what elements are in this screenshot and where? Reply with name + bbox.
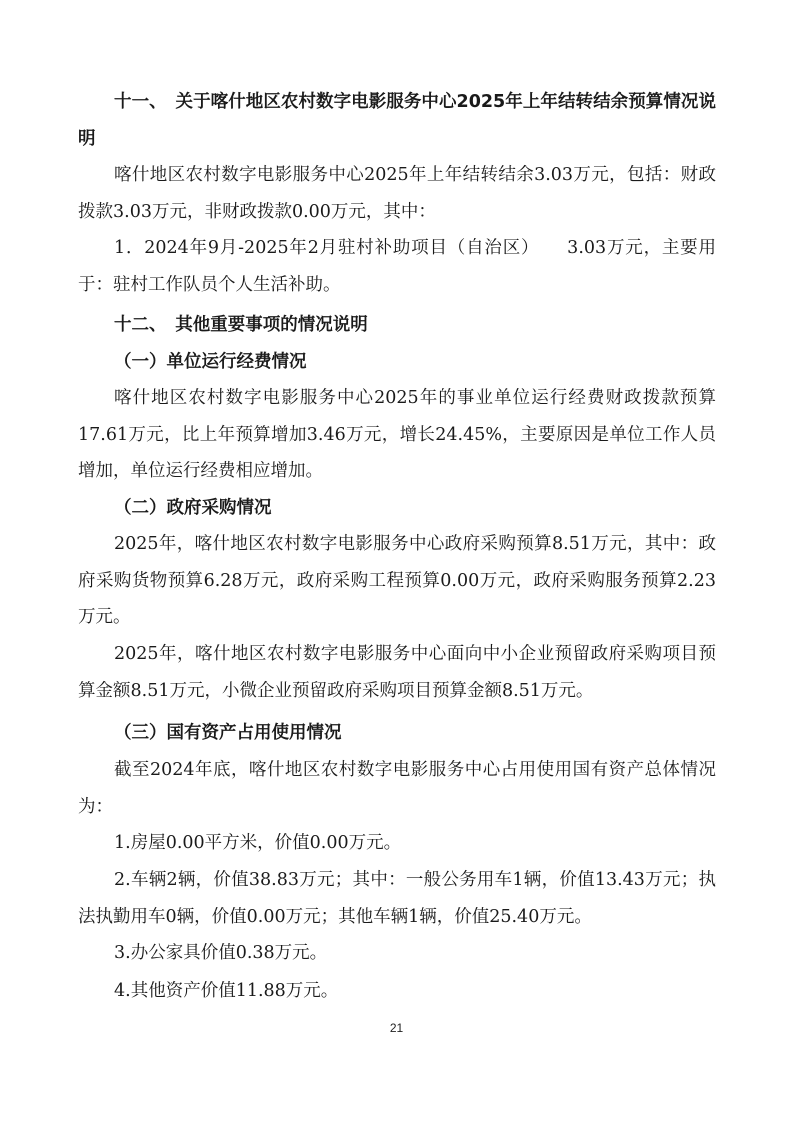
subsection-1-paragraph-1: 喀什地区农村数字电影服务中心2025年的事业单位运行经费财政拨款预算17.61万元，比上年预算增加3.46万元，增长24.45%，主要原因是单位工作人员增加，单位运行经费相应增加。	[78, 388, 716, 481]
subsection-2-heading: （二）政府采购情况	[114, 498, 272, 518]
section-12-heading: 十二、 其他重要事项的情况说明	[114, 315, 368, 335]
subsection-3-heading: （三）国有资产占用使用情况	[114, 723, 342, 743]
subsection-2-paragraph-2: 2025年，喀什地区农村数字电影服务中心面向中小企业预留政府采购项目预算金额8.51万元，小微企业预留政府采购项目预算金额8.51万元。	[78, 644, 716, 701]
subsection-3-paragraph-5: 4.其他资产价值11.88万元。	[114, 981, 339, 1001]
page-number: 21	[389, 1021, 404, 1035]
subsection-3-paragraph-3: 2.车辆2辆，价值38.83万元；其中：一般公务用车1辆，价值13.43万元；执法执勤用车0辆，价值0.00万元；其他车辆1辆，价值25.40万元。	[78, 870, 716, 927]
subsection-3-paragraph-2: 1.房屋0.00平方米，价值0.00万元。	[114, 833, 402, 853]
section-11-heading: 十一、 关于喀什地区农村数字电影服务中心2025年上年结转结余预算情况说明	[78, 92, 716, 149]
subsection-3-paragraph-4: 3.办公家具价值0.38万元。	[114, 943, 328, 963]
section-11-paragraph-1: 喀什地区农村数字电影服务中心2025年上年结转结余3.03万元，包括：财政拨款3.03万元，非财政拨款0.00万元，其中：	[78, 165, 716, 222]
section-11-paragraph-2: 1．2024年9月-2025年2月驻村补助项目（自治区） 3.03万元，主要用于：驻村工作队员个人生活补助。	[78, 238, 716, 295]
subsection-1-heading: （一）单位运行经费情况	[114, 352, 307, 372]
subsection-3-paragraph-1: 截至2024年底，喀什地区农村数字电影服务中心占用使用国有资产总体情况为：	[78, 760, 716, 817]
subsection-2-paragraph-1: 2025年，喀什地区农村数字电影服务中心政府采购预算8.51万元，其中：政府采购货物预算6.28万元，政府采购工程预算0.00万元，政府采购服务预算2.23万元。	[78, 534, 716, 627]
